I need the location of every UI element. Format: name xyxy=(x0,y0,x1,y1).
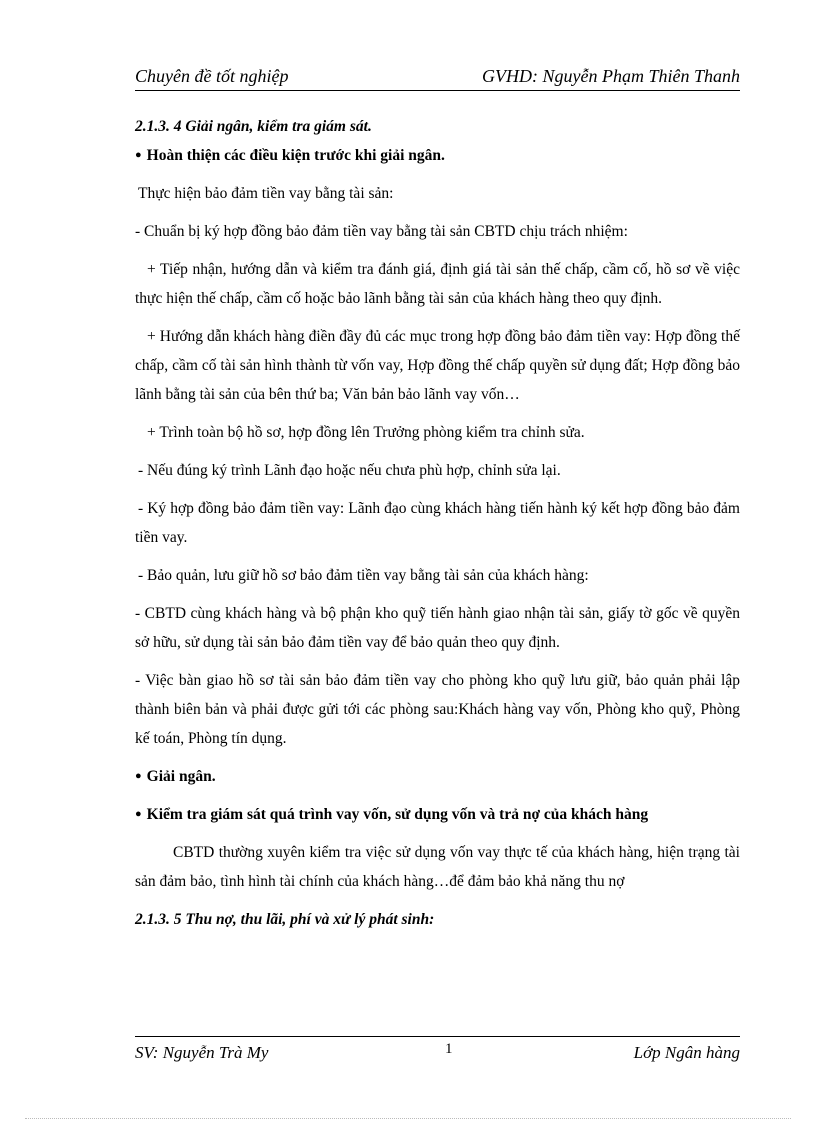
page-footer xyxy=(135,1036,740,1067)
header-title: Chuyên đề tốt nghiệp xyxy=(135,66,289,86)
bullet-text: Hoàn thiện các điều kiện trước khi giải ngân. xyxy=(146,147,445,164)
bullet-icon: ● xyxy=(135,808,142,820)
bullet-icon: ● xyxy=(135,770,142,782)
header-advisor: GVHD: Nguyễn Phạm Thiên Thanh xyxy=(482,66,740,86)
paragraph: - Chuẩn bị ký hợp đồng bảo đảm tiền vay bằng tài sản CBTD chịu trách nhiệm: xyxy=(135,223,628,240)
paragraph: CBTD thường xuyên kiểm tra việc sử dụng vốn vay thực tế của khách hàng, hiện trạng tài sản đảm bảo, tình hình tài chính của khách hàng…để đảm bảo khả năng thu nợ xyxy=(135,844,740,890)
paragraph: + Tiếp nhận, hướng dẫn và kiểm tra đánh giá, định giá tài sản thế chấp, cầm cố, hồ sơ về việc thực hiện thế chấp, cầm cố hoặc bảo lãnh bằng tài sản của khách hàng theo quy định. xyxy=(135,261,740,307)
paragraph: - Bảo quản, lưu giữ hồ sơ bảo đảm tiền vay bằng tài sản của khách hàng: xyxy=(138,567,589,584)
page-header xyxy=(135,64,740,91)
section-heading-2-1-3-4: 2.1.3. 4 Giải ngân, kiểm tra giám sát. xyxy=(135,118,372,135)
paragraph: + Hướng dẫn khách hàng điền đầy đủ các mục trong hợp đồng bảo đảm tiền vay: Hợp đồng thế chấp, cầm cố tài sản hình thành từ vốn vay, Hợp đồng thế chấp quyền sử dụng đất; Hợp đồng bảo lãnh bằng tài sản của bên thứ ba; Văn bản bảo lãnh vay vốn… xyxy=(135,328,740,403)
paragraph: - Nếu đúng ký trình Lãnh đạo hoặc nếu chưa phù hợp, chỉnh sửa lại. xyxy=(138,462,561,479)
footer-class: Lớp Ngân hàng xyxy=(633,1043,740,1062)
paragraph: + Trình toàn bộ hồ sơ, hợp đồng lên Trưởng phòng kiểm tra chỉnh sửa. xyxy=(147,424,585,441)
bullet-heading-monitoring xyxy=(135,800,740,829)
paragraph: - CBTD cùng khách hàng và bộ phận kho quỹ tiến hành giao nhận tài sản, giấy tờ gốc về quyền sở hữu, sử dụng tài sản bảo đảm tiền vay để bảo quản theo quy định. xyxy=(135,605,740,651)
document-body xyxy=(135,112,740,934)
bullet-icon: ● xyxy=(135,149,142,161)
bullet-heading-conditions xyxy=(135,141,740,170)
bullet-heading-disbursement xyxy=(135,762,740,791)
bullet-text: Kiểm tra giám sát quá trình vay vốn, sử dụng vốn và trả nợ của khách hàng xyxy=(146,806,649,823)
section-heading-2-1-3-5: 2.1.3. 5 Thu nợ, thu lãi, phí và xử lý phát sinh: xyxy=(135,911,435,928)
page-edge-divider xyxy=(25,1118,791,1119)
page-number: 1 xyxy=(445,1041,453,1057)
paragraph: Thực hiện bảo đảm tiền vay bằng tài sản: xyxy=(138,185,394,202)
paragraph: - Ký hợp đồng bảo đảm tiền vay: Lãnh đạo cùng khách hàng tiến hành ký kết hợp đồng bảo đảm tiền vay. xyxy=(135,500,740,546)
paragraph: - Việc bàn giao hồ sơ tài sản bảo đảm tiền vay cho phòng kho quỹ lưu giữ, bảo quản phải lập thành biên bản và phải được gửi tới các phòng sau:Khách hàng vay vốn, Phòng kho quỹ, Phòng kế toán, Phòng tín dụng. xyxy=(135,672,740,747)
footer-student: SV: Nguyễn Trà My xyxy=(135,1043,269,1062)
bullet-text: Giải ngân. xyxy=(146,768,216,785)
